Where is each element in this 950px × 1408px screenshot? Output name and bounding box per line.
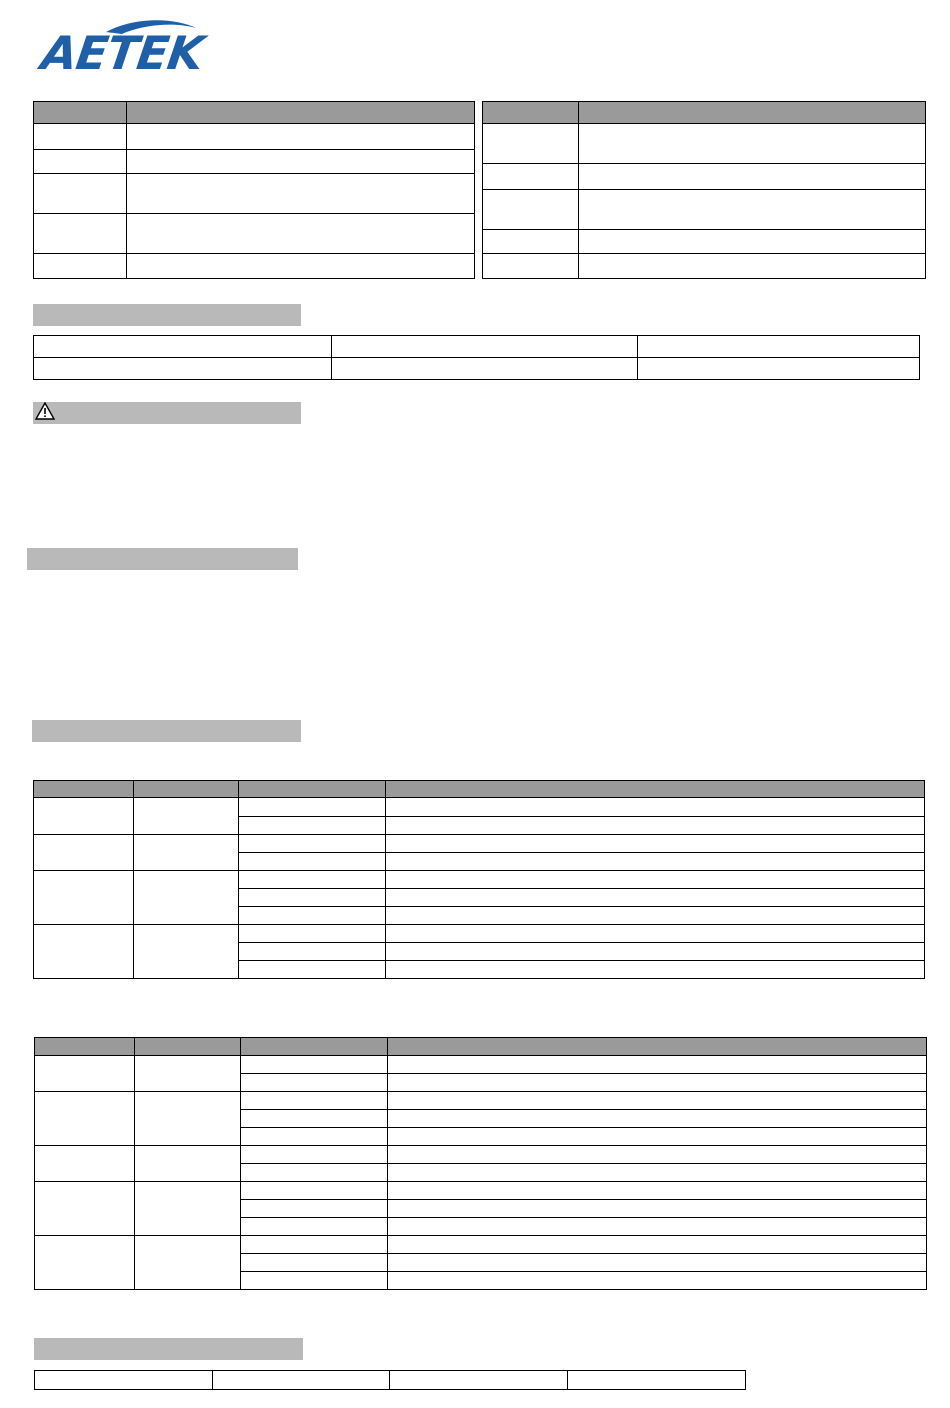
brand-logo [36, 18, 212, 80]
warning-triangle-icon [35, 402, 55, 420]
table-row [35, 1146, 927, 1164]
table-row [35, 1056, 927, 1074]
three-column-table [33, 335, 920, 380]
led-table-1 [33, 780, 925, 979]
table-header-cell [127, 102, 475, 124]
table-header-cell [483, 102, 579, 124]
table-row [34, 798, 925, 817]
spec-table-right [482, 101, 926, 279]
section-bar-ordering [34, 1338, 303, 1360]
led-table-2 [34, 1037, 927, 1290]
table-row [483, 254, 926, 279]
table-row [34, 925, 925, 943]
table-row [34, 124, 475, 150]
logo-wordmark: AETEK [38, 26, 207, 80]
section-bar-led [32, 720, 301, 742]
table-row [34, 150, 475, 174]
section-bar-installation [27, 548, 298, 570]
table-row [34, 336, 920, 358]
table-row [35, 1371, 746, 1390]
ordering-table [34, 1370, 746, 1390]
table-header-cell [579, 102, 926, 124]
table-row [35, 1092, 927, 1110]
table-row [34, 871, 925, 889]
table-row [34, 835, 925, 853]
table-row [483, 164, 926, 190]
table-row [483, 230, 926, 254]
table-row [34, 358, 920, 380]
table-row [34, 214, 475, 254]
table-row [34, 254, 475, 279]
section-bar-caution [33, 402, 301, 424]
table-row [34, 174, 475, 214]
table-row [35, 1182, 927, 1200]
table-header-cell [34, 102, 127, 124]
table-row [483, 190, 926, 230]
section-bar-specs [33, 304, 301, 326]
table-row [35, 1236, 927, 1254]
spec-table-left [33, 101, 475, 279]
table-row [483, 124, 926, 164]
